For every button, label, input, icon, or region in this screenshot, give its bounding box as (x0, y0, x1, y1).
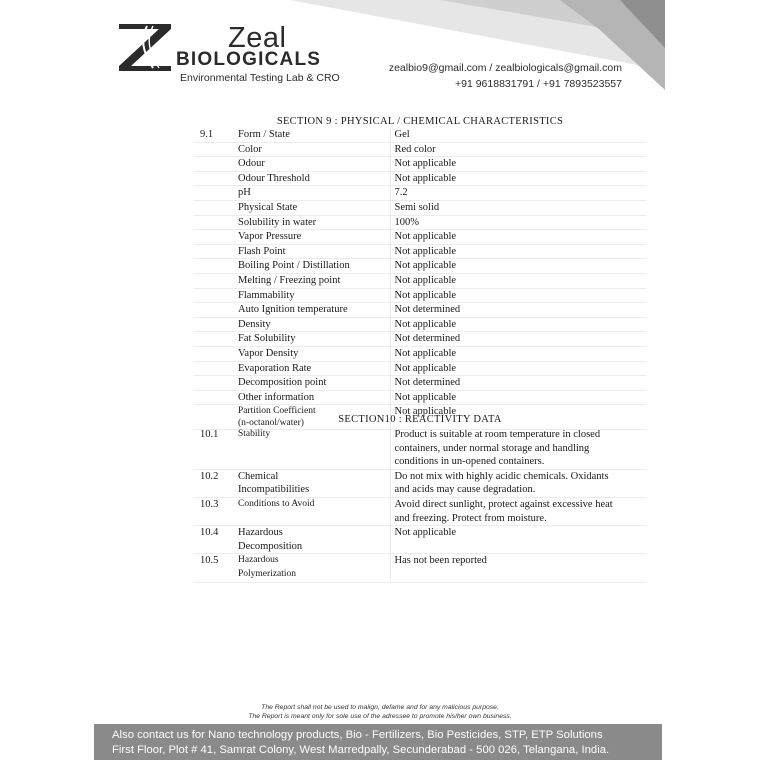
table-row (194, 244, 646, 259)
report-disclaimer (150, 704, 610, 721)
table-row (194, 186, 646, 201)
property-label: Solubility in water (238, 215, 390, 230)
property-value: Not applicable (390, 390, 646, 405)
property-label: Boiling Point / Distillation (238, 259, 390, 274)
property-label (238, 469, 390, 497)
label-line: Hazardous (238, 527, 283, 539)
property-label: Vapor Pressure (238, 230, 390, 245)
property-label: Melting / Freezing point (238, 273, 390, 288)
property-value: Not applicable (390, 405, 646, 430)
property-label: Flash Point (238, 244, 390, 259)
property-value: Gel (390, 128, 646, 142)
table-row (194, 332, 646, 347)
section10-table (194, 428, 646, 583)
value-line: Not applicable (394, 527, 457, 539)
item-number: 10.1 (194, 428, 238, 469)
property-value: Not applicable (390, 244, 646, 259)
property-value: Red color (390, 142, 646, 157)
property-value: Not applicable (390, 361, 646, 376)
property-value: Not applicable (390, 288, 646, 303)
value-line: and acids may cause degradation. (394, 484, 536, 496)
footer-banner (94, 724, 662, 760)
property-label: pH (238, 186, 390, 201)
disclaimer-line: The Report shall not be used to malign, defame and for any malicious purpose. (261, 704, 499, 711)
table-row (194, 171, 646, 186)
property-value (390, 526, 646, 554)
table-row (194, 554, 646, 582)
item-number: 10.5 (194, 554, 238, 582)
property-value: Not determined (390, 332, 646, 347)
item-number: 10.2 (194, 469, 238, 497)
property-value: Not applicable (390, 317, 646, 332)
table-row (194, 142, 646, 157)
table-row (194, 200, 646, 215)
property-value: Not applicable (390, 346, 646, 361)
property-value: Not determined (390, 303, 646, 318)
property-label: Color (238, 142, 390, 157)
property-value: 7.2 (390, 186, 646, 201)
value-line: containers, under normal storage and handling (394, 442, 590, 454)
property-label (238, 526, 390, 554)
header-corner-decoration (0, 0, 760, 100)
table-row (194, 128, 646, 142)
property-label: Other information (238, 390, 390, 405)
item-number: 10.4 (194, 526, 238, 554)
brand-name: Zeal (228, 22, 287, 54)
table-row (194, 469, 646, 497)
property-value: Not applicable (390, 171, 646, 186)
value-line: and freezing. Protect from moisture. (394, 512, 547, 524)
label-line: Conditions to Avoid (238, 498, 315, 509)
zeal-logo (117, 22, 173, 72)
property-label (238, 497, 390, 525)
item-number: 10.3 (194, 497, 238, 525)
property-value: 100% (390, 215, 646, 230)
property-value: Not applicable (390, 157, 646, 172)
value-line: Do not mix with highly acidic chemicals. Oxidants (394, 470, 609, 482)
label-line: Incompatibilities (238, 484, 310, 496)
table-row (194, 497, 646, 525)
contact-emails[interactable]: zealbio9@gmail.com / zealbiologicals@gmail.com (388, 62, 622, 74)
property-value (390, 428, 646, 469)
property-label: Odour Threshold (238, 171, 390, 186)
property-value (390, 497, 646, 525)
table-row (194, 157, 646, 172)
table-row (194, 376, 646, 391)
table-row (194, 390, 646, 405)
property-label: Fat Solubility (238, 332, 390, 347)
brand-subtitle: BIOLOGICALS (176, 49, 322, 70)
value-line: Avoid direct sunlight, protect against excessive heat (394, 498, 613, 510)
property-value: Semi solid (390, 200, 646, 215)
property-value: Not applicable (390, 230, 646, 245)
contact-info (389, 60, 622, 92)
table-row (194, 361, 646, 376)
table-row (194, 215, 646, 230)
table-row (194, 288, 646, 303)
label-line: Hazardous (238, 555, 279, 566)
property-label: Vapor Density (238, 346, 390, 361)
value-line: conditions in un-opened containers. (394, 456, 545, 468)
table-row (194, 526, 646, 554)
brand-tagline: Environmental Testing Lab & CRO (180, 72, 340, 84)
table-row (194, 230, 646, 245)
section9-table (194, 128, 646, 430)
property-label: Density (238, 317, 390, 332)
footer-services: Also contact us for Nano technology products, Bio - Fertilizers, Bio Pesticides, STP, ETP Solutions (112, 729, 603, 741)
table-row (194, 259, 646, 274)
table-row (194, 428, 646, 469)
property-label: Decomposition point (238, 376, 390, 391)
property-value: Not applicable (390, 273, 646, 288)
property-label: Odour (238, 157, 390, 172)
property-value (390, 554, 646, 582)
property-label (238, 428, 390, 469)
property-label: Physical State (238, 200, 390, 215)
property-label: Auto Ignition temperature (238, 303, 390, 318)
section-number: 9.1 (194, 128, 238, 142)
property-value (390, 469, 646, 497)
property-label (238, 554, 390, 582)
partition-line1: Partition Coefficient (238, 406, 316, 417)
property-label: Evaporation Rate (238, 361, 390, 376)
property-value: Not determined (390, 376, 646, 391)
property-value: Not applicable (390, 259, 646, 274)
table-row (194, 346, 646, 361)
value-line: Has not been reported (394, 555, 487, 567)
table-row (194, 317, 646, 332)
footer-address: First Floor, Plot # 41, Samrat Colony, West Marredpally, Secunderabad - 500 026, Telangana, India. (112, 744, 610, 756)
disclaimer-line: The Report is meant only for sole use of the adressee to promote his/her own business. (248, 712, 512, 720)
partition-line2: (n-octanol/water) (238, 418, 304, 429)
label-line: Chemical (238, 470, 279, 482)
property-label: Form / State (238, 128, 390, 142)
table-row (194, 273, 646, 288)
section9-title: SECTION 9 : PHYSICAL / CHEMICAL CHARACTERISTICS (276, 116, 564, 127)
contact-phones[interactable]: +91 9618831791 / +91 7893523557 (454, 78, 622, 90)
label-line: Stability (238, 429, 271, 439)
label-line: Decomposition (238, 540, 303, 552)
table-row (194, 303, 646, 318)
section10-title: SECTION10 : REACTIVITY DATA (338, 414, 502, 425)
property-label: Flammability (238, 288, 390, 303)
value-line: Product is suitable at room temperature in closed (394, 429, 601, 440)
label-line: Polymerization (238, 568, 297, 579)
